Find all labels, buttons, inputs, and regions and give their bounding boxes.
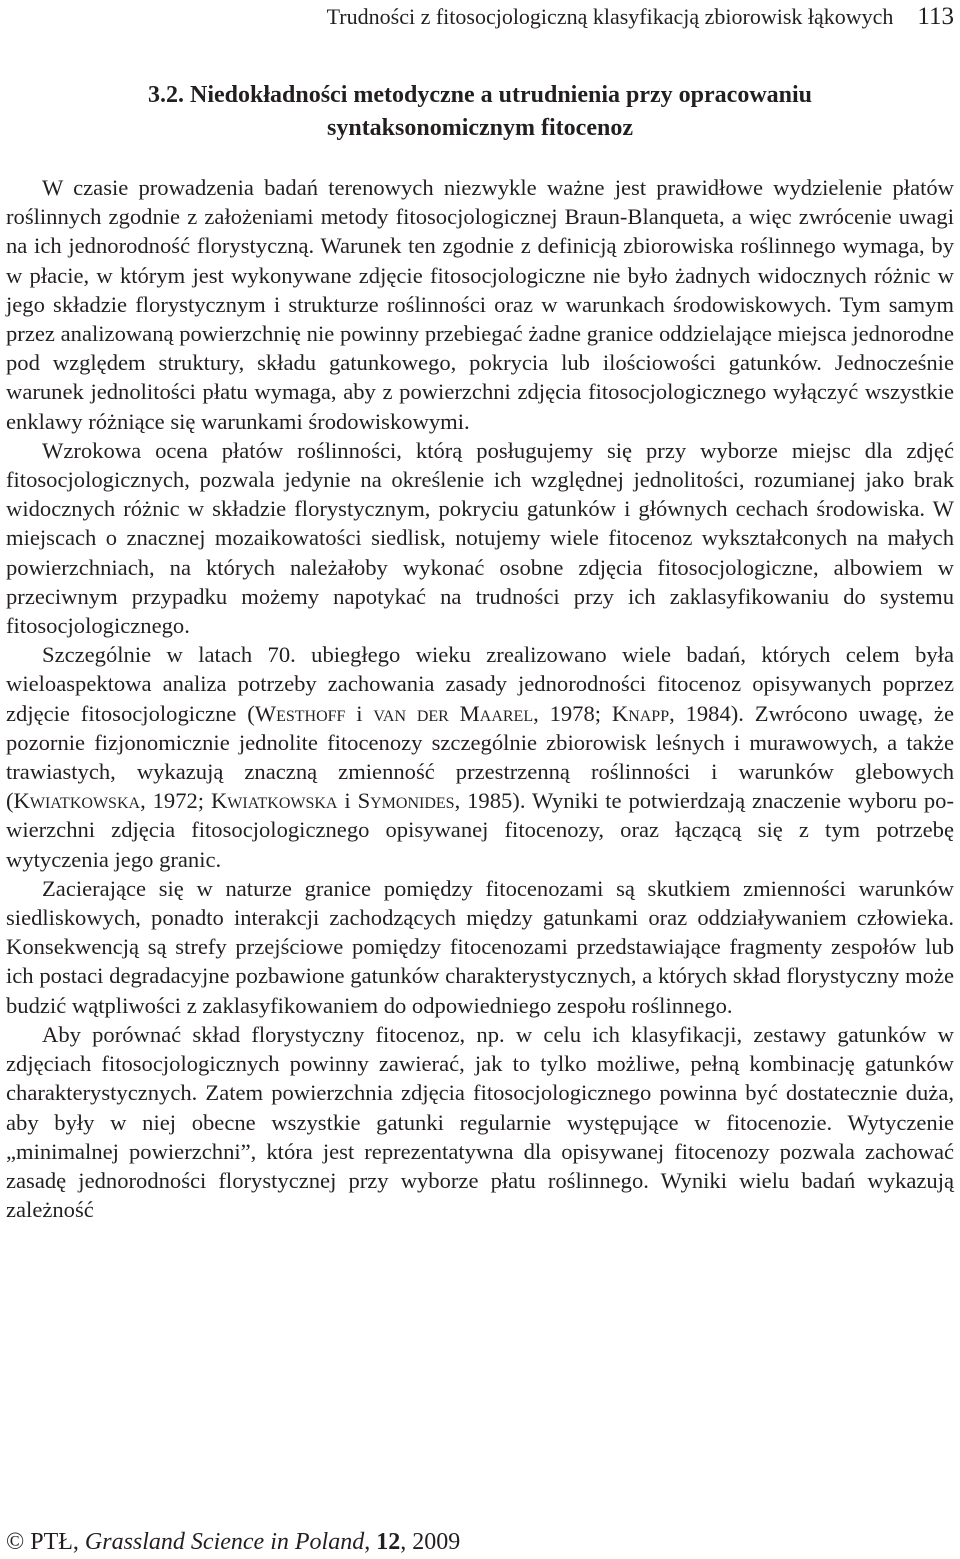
paragraph-3-text-2: , 1978; xyxy=(533,700,612,726)
paragraph-3-conj-1: i xyxy=(345,700,374,726)
citation-author-symonides: Symonides xyxy=(357,788,455,814)
paragraph-4: Zacierające się w naturze granice pomiędzy fitocenozami są skutkiem zmienności warunków siedliskowych, ponadto interakcji zachodzących między gatunkami oraz oddziaływaniem człowieka. Konsekwencją są strefy przejściowe pomiędzy fitocenozami przedstawiające fragmenty zespołów lub ich postaci degradacyjne pozbawione gatunków charakterystycznych, a których skład florystyczny może budzić wątpliwości z zaklasyfikowaniem do odpowiedniego zespołu roślinnego. xyxy=(6,875,954,1018)
section-heading-line-2: syntaksonomicznym fitocenoz xyxy=(327,115,633,141)
paragraph-3-text-1: Szczególnie w latach 70. ubiegłego wieku zrealizowano wiele badań, których celem była wieloaspektowa analiza potrzeby zachowania zasady jednorodności fitocenoz opisywanych poprzez zdjęcie fitosocjologiczne ( xyxy=(6,642,954,726)
paragraph-5: Aby porównać skład florystyczny fitocenoz, np. w celu ich klasyfikacji, zestawy gatunków w zdjęciach fitosocjologicznych powinny zawierać, jak to tylko możliwe, pełną kombinację gatunków charakterystycznych. Zatem powierzchnia zdjęcia fitosocjologicznego powinna być dostatecznie duża, aby były w niej obecne wszystkie gatunki regularnie występujące w fitocenozie. Wytyczenie „minimalnej powierzchni”, która jest reprezentatywna dla opisywanej fitocenozy pozwala zachować zasadę jednorodności florystycznej przy wyborze płatu roślinnego. Wyniki wielu badań wykazują zależność xyxy=(6,1021,954,1223)
citation-author-kwiatkowska-2: Kwiatkowska xyxy=(210,788,338,814)
footer-copyright: © PTŁ, xyxy=(6,1529,85,1555)
citation-author-van-der-maarel: van der Maarel xyxy=(373,700,534,726)
footer-journal: Grassland Science in Poland xyxy=(84,1529,365,1555)
section-heading-line-1: 3.2. Niedokładności metodyczne a utrudnienia przy opracowaniu xyxy=(147,82,813,108)
footer-separator: , xyxy=(364,1529,377,1555)
section-heading xyxy=(6,79,954,145)
paragraph-3-text-3: , 1984). Zwrócono uwagę, że pozornie fizjonomicznie jednolite fitocenozy szczególnie zbiorowisk leśnych i murawowych, a także trawiastych, wykazują znaczną zmienność przestrzenną roślinności i warunków glebowych ( xyxy=(6,700,954,814)
paragraph-3-conj-2: i xyxy=(337,788,358,814)
paragraph-2: Wzrokowa ocena płatów roślinności, którą posługujemy się przy wyborze miejsc dla zdjęć fitosocjologicznych, pozwala jedynie na określenie ich względnej jednolitości, rozumianej jako brak widocznych różnic w składzie florystycznym, pokryciu gatunków i głównych cechach środowiska. W miejscach o znacznej mozaikowatości siedlisk, notujemy wiele fitocenoz wykształconych na małych powierzchniach, na których należałoby wykonać osobne zdjęcia fitosocjologiczne, albowiem w przeciwnym przypadku możemy napotykać na trudności przy ich zaklasyfikowaniu do systemu fitosocjologicznego. xyxy=(6,437,954,639)
body-text xyxy=(6,173,954,1224)
paragraph-1: W czasie prowadzenia badań terenowych niezwykle ważne jest prawidłowe wydzielenie płatów roślinnych zgodnie z założeniami metody fitosocjologicznej Braun-Blanqueta, a więc zwrócenie uwagi na ich jednorodność florystyczną. Warunek ten zgodnie z definicją zbiorowiska roślinnego wymaga, by w płacie, w którym jest wykonywane zdjęcie fitosocjologiczne nie było żadnych widocznych różnic w jego składzie florystycznym i strukturze roślinności oraz w warunkach środowiskowych. Tym samym przez analizowaną powierzchnię nie powinny przebiegać żadne granice oddzielające miejsca jednorodne pod względem struktury, składu gatunkowego, pokrycia lub ilościowości gatunków. Jednocześnie warunek jednolitości płatu wymaga, aby z powierzchni zdjęcia fitosocjologicznego wyłączyć wszystkie enklawy różniące się warunkami środowiskowymi. xyxy=(6,175,954,434)
footer xyxy=(6,1527,460,1557)
running-head-title: Trudności z fitosocjologiczną klasyfikacją zbiorowisk łąkowych xyxy=(326,4,894,29)
footer-year: , 2009 xyxy=(400,1529,461,1555)
running-head xyxy=(6,2,954,32)
footer-volume: 12 xyxy=(376,1529,401,1555)
citation-author-westhoff: Westhoff xyxy=(254,700,346,726)
paragraph-3 xyxy=(6,640,954,874)
citation-author-knapp: Knapp xyxy=(611,700,670,726)
citation-author-kwiatkowska-1: Kwiatkowska xyxy=(13,788,141,814)
paragraph-3-text-5: , 1985). Wyniki te potwierdzają znaczenie wyboru powierzchni zdjęcia fitosocjologicznego opisywanej fitocenozy, oraz łączącą się z tym potrzebę wytyczenia jego granic. xyxy=(6,788,954,872)
paragraph-3-text-4: , 1972; xyxy=(140,788,211,814)
page-number: 113 xyxy=(917,3,954,30)
